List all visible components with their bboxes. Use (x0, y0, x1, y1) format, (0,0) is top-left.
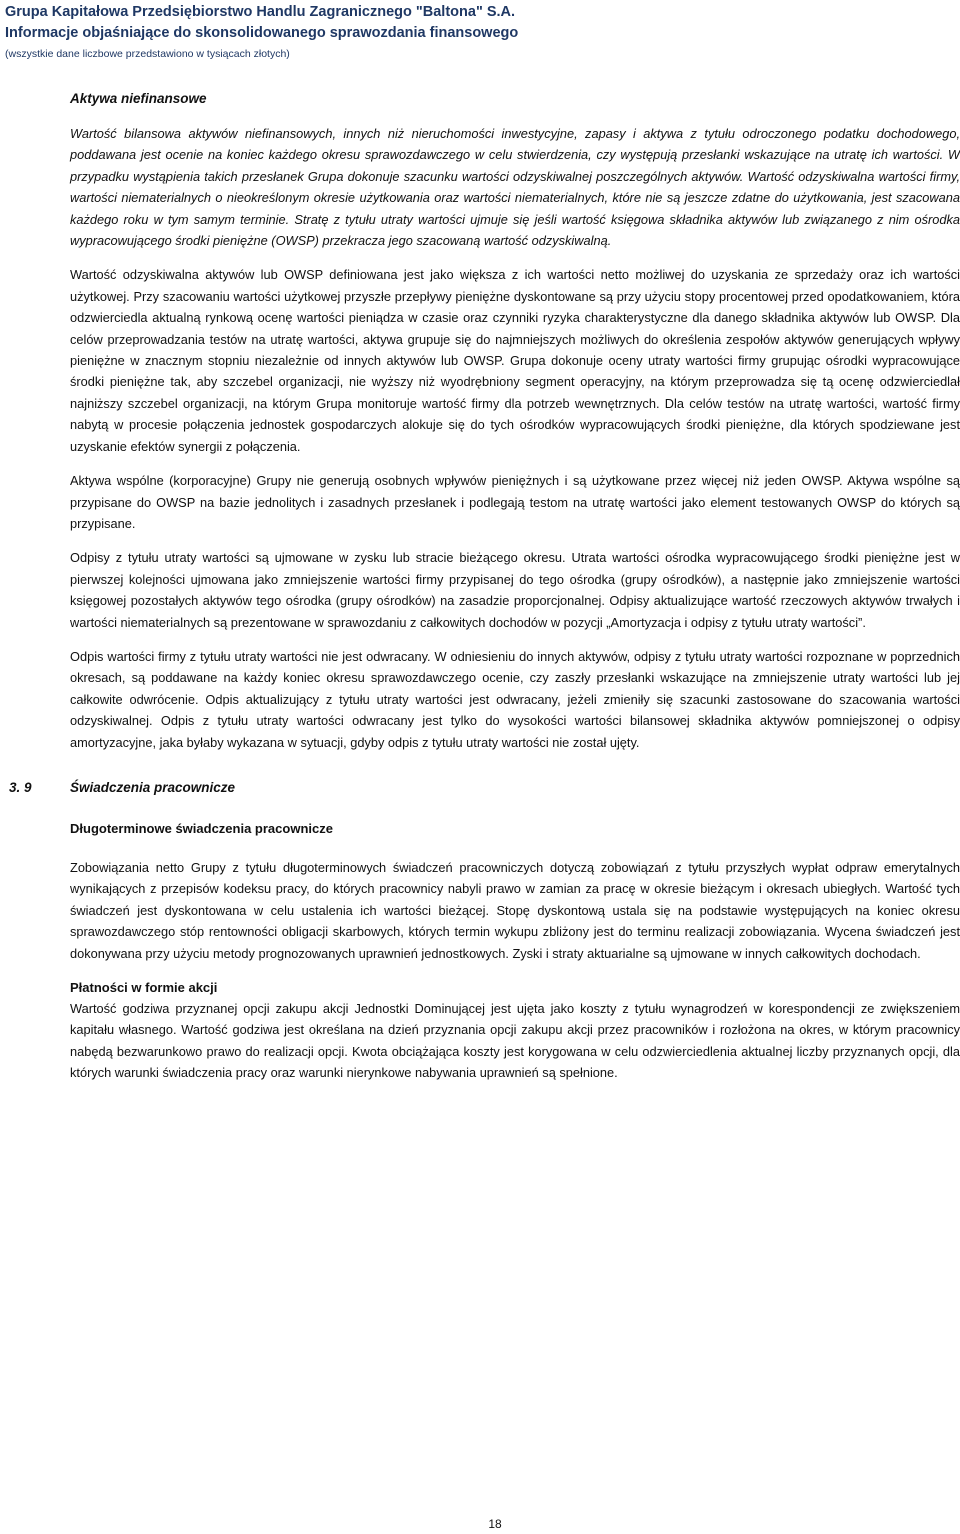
paragraph: Odpis wartości firmy z tytułu utraty wartości nie jest odwracany. W odniesieniu do innych aktywów, odpisy z tytułu utraty wartości rozpoznane w poprzednich okresach, są poddawane na każdy koniec okresu sprawozdawczego ocenie, czy zaszły przesłanki wskazujące na zmniejszenie utraty wartości lub jej całkowite odwrócenie. Odpis aktualizujący z tytułu utraty wartości jest odwracany, jeżeli zmieniły się szacunki zastosowane do szacowania wartości odzyskiwalnej. Odpis z tytułu utraty wartości odwracany jest tylko do wysokości wartości bilansowej składnika aktywów pomniejszonej o odpisy amortyzacyjne, jaka byłaby wykazana w sytuacji, gdyby odpis z tytułu utraty wartości nie został ujęty. (70, 648, 960, 750)
section-heading-employee-benefits (9, 777, 960, 798)
page-header (5, 2, 955, 62)
units-note: (wszystkie dane liczbowe przedstawiono w tysiącach złotych) (5, 48, 290, 60)
page-number: 18 (488, 1517, 502, 1531)
paragraph: Zobowiązania netto Grupy z tytułu długoterminowych świadczeń pracowniczych dotyczą zobowiązań z tytułu przyszłych wypłat odpraw emerytalnych wynikających z przepisów kodeksu pracy, do których pracownicy nabyli prawo w zamian za pracę w okresie bieżącym i okresach ubiegłych. Wartość tych świadczeń jest dyskontowana w celu ustalenia ich wartości bieżącej. Stopę dyskontową ustala się na podstawie występujących na koniec okresu sprawozdawczego stóp rentowności obligacji skarbowych, których termin wykupu zbliżony jest do terminu realizacji zobowiązania. Wycena świadczeń jest dokonywana przy użyciu metody prognozowanych uprawnień jednostkowych. Zyski i straty aktuarialne są ujmowane w innych całkowitych dochodach. (70, 859, 960, 961)
subsection-title-long-term-benefits: Długoterminowe świadczenia pracownicze (70, 820, 333, 836)
document-body (9, 88, 960, 1097)
paragraph: Wartość odzyskiwalna aktywów lub OWSP definiowana jest jako większa z ich wartości netto możliwej do uzyskania ze sprzedaży oraz ich wartości użytkowej. Przy szacowaniu wartości użytkowej przyszłe przepływy pieniężne dyskontowane są przy użyciu stopy procentowej przed opodatkowaniem, która odzwierciedla aktualną rynkową ocenę wartości pieniądza w czasie oraz czynniki ryzyka charakterystyczne dla danego składnika aktywów lub OWSP. Dla celów przeprowadzania testów na utratę wartości, aktywa grupuje się do najmniejszych możliwych do określenia zespołów aktywów generujących wpływy pieniężne w znacznym stopniu niezależnie od innych aktywów lub OWSP. Grupa dokonuje oceny utraty wartości firmy grupując ośrodki wypracowujące środki pieniężne tak, aby szczebel organizacji, nie wyższy niż wyodrębniony segment operacyjny, na którym przeprowadza się tą ocenę odzwierciedlał najniższy szczebel organizacji, na którym Grupa monitoruje wartość firmy dla potrzeb wewnętrznych. Dla celów testów na utratę wartości, wartość firmy nabytą w procesie połączenia jednostek gospodarczych alokuje się do tych ośrodków wypracowujących środki pieniężne, dla których spodziewane jest uzyskanie efektów synergii z połączenia. (70, 267, 960, 454)
paragraph: Wartość godziwa przyznanej opcji zakupu akcji Jednostki Dominującej jest ujęta jako koszty z tytułu wynagrodzeń w korespondencji ze zwiększeniem kapitału własnego. Wartość godziwa jest określana na dzień przyznania opcji zakupu akcji przez pracowników i rozłożona na okres, w którym pracownicy nabędą bezwarunkowo prawo do realizacji opcji. Kwota obciążająca koszty jest korygowana w celu odzwierciedlenia aktualnej liczby przyznanych opcji, dla których warunki świadczenia pracy oraz warunki nierynkowe nabywania uprawnień są spełnione. (70, 1001, 960, 1081)
company-name: Grupa Kapitałowa Przedsiębiorstwo Handlu Zagranicznego "Baltona" S.A. (5, 4, 516, 20)
paragraph: Wartość bilansowa aktywów niefinansowych, innych niż nieruchomości inwestycyjne, zapasy i aktywa z tytułu odroczonego podatku dochodowego, poddawana jest ocenie na koniec każdego okresu sprawozdawczego w celu stwierdzenia, czy występują przesłanki wskazujące na utratę ich wartości. W przypadku wystąpienia takich przesłanek Grupa dokonuje szacunku wartości odzyskiwalnej poszczególnych aktywów. Wartość odzyskiwalna wartości firmy, wartości niematerialnych o nieokreślonym okresie użytkowania oraz wartości niematerialnych, które nie są jeszcze zdatne do użytkowania, jest szacowana każdego roku w tym samym terminie. Stratę z tytułu utraty wartości ujmuje się jeśli wartość księgowa składnika aktywów lub związanego z nim ośrodka wypracowującego środki pieniężne (OWSP) przekracza jego szacowaną wartość odzyskiwalną. (70, 126, 960, 249)
paragraph: Aktywa wspólne (korporacyjne) Grupy nie generują osobnych wpływów pieniężnych i są użytkowane przez więcej niż jeden OWSP. Aktywa wspólne są przypisane do OWSP na bazie jednolitych i zasadnych przesłanek i podlegają testom na utratę wartości jako element testowanych OWSP do których są przypisane. (70, 473, 960, 531)
subsection-title-share-based-payments: Płatności w formie akcji (70, 980, 218, 995)
section-title-non-financial-assets: Aktywa niefinansowe (70, 91, 207, 106)
document-title: Informacje objaśniające do skonsolidowanego sprawozdania finansowego (5, 25, 519, 41)
section-number: 3. 9 (9, 779, 32, 795)
paragraph: Odpisy z tytułu utraty wartości są ujmowane w zysku lub stracie bieżącego okresu. Utrata wartości ośrodka wypracowującego środki pieniężne jest w pierwszej kolejności ujmowana jako zmniejszenie wartości firmy przypisanej do tego ośrodka (grupy ośrodków), a następnie jako zmniejszenie wartości księgowej pozostałych aktywów tego ośrodka (grupy ośrodków) na zasadzie proporcjonalnej. Odpisy aktualizujące wartość rzeczowych aktywów trwałych i wartości niematerialnych są prezentowane w sprawozdaniu z całkowitych dochodów w pozycji „Amortyzacja i odpisy z tytułu utraty wartości”. (70, 550, 960, 630)
section-title: Świadczenia pracownicze (70, 779, 236, 795)
